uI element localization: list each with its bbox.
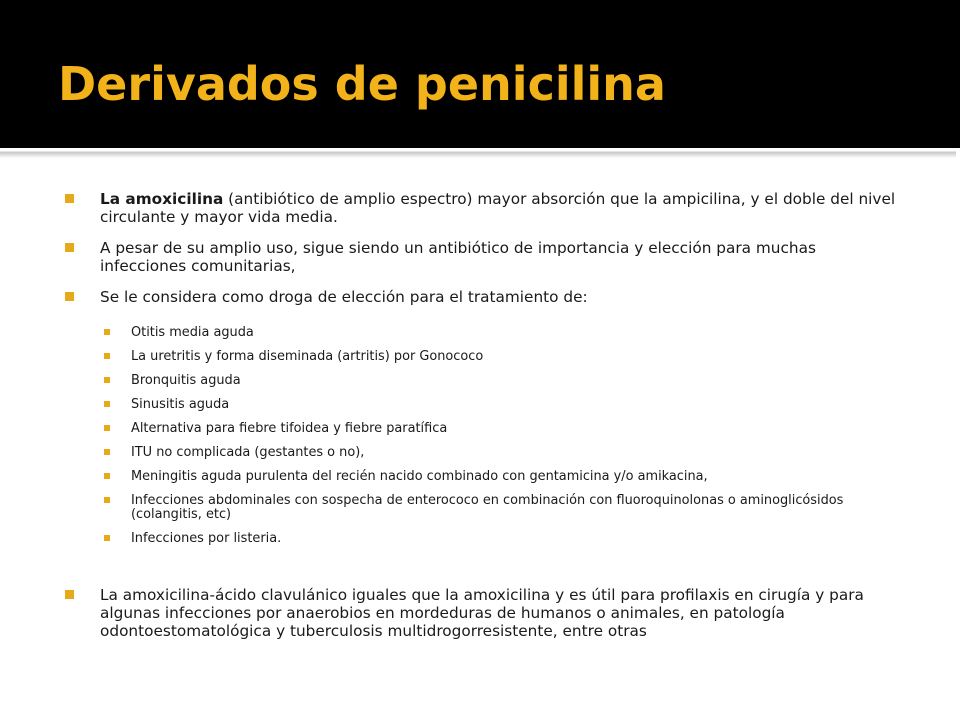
- square-bullet-icon: [65, 292, 74, 301]
- bullet-text: (antibiótico de amplio espectro) mayor absorción que la ampicilina, y el doble del nivel circulante y mayor vida media.: [100, 190, 896, 226]
- bullet-item: [62, 239, 898, 275]
- sub-bullet-item: [62, 374, 898, 388]
- sub-bullet-text: Meningitis aguda purulenta del recién nacido combinado con gentamicina y/o amikacina,: [131, 469, 708, 484]
- bullet-text: Se le considera como droga de elección para el tratamiento de:: [100, 288, 588, 306]
- square-bullet-icon: [104, 535, 110, 541]
- bullet-item: [62, 288, 898, 306]
- sub-bullet-text: Otitis media aguda: [131, 325, 254, 340]
- sub-bullet-text: La uretritis y forma diseminada (artritis) por Gonococo: [131, 349, 484, 364]
- bullet-text: La amoxicilina-ácido clavulánico iguales que la amoxicilina y es útil para profilaxis en cirugía y para algunas infecciones por anaerobios en mordeduras de humanos o animales, en patología odontoestomatológica y tuberculosis multidrogorresistente, entre otras: [100, 586, 864, 640]
- square-bullet-icon: [104, 425, 110, 431]
- sub-bullet-item: [62, 446, 898, 460]
- sub-bullet-item: [62, 532, 898, 546]
- bullet-item: [62, 586, 898, 640]
- square-bullet-icon: [65, 590, 74, 599]
- slide-content: [62, 190, 898, 653]
- sub-bullet-item: [62, 350, 898, 364]
- sub-bullet-item: [62, 494, 898, 522]
- title-bar: [0, 0, 960, 148]
- sub-bullet-text: Sinusitis aguda: [131, 397, 230, 412]
- square-bullet-icon: [65, 194, 74, 203]
- sub-bullet-text: Infecciones abdominales con sospecha de enterococo en combinación con fluoroquinolonas o aminoglicósidos (colangitis, etc): [131, 493, 844, 522]
- sub-bullet-item: [62, 470, 898, 484]
- slide-title: Derivados de penicilina: [58, 57, 666, 111]
- sub-bullet-item: [62, 326, 898, 340]
- square-bullet-icon: [104, 449, 110, 455]
- square-bullet-icon: [65, 243, 74, 252]
- sub-bullet-text: Alternativa para fiebre tifoidea y fiebre paratífica: [131, 421, 448, 436]
- sub-bullet-item: [62, 422, 898, 436]
- title-divider: [0, 148, 960, 158]
- title-divider-cap: [956, 151, 960, 158]
- square-bullet-icon: [104, 473, 110, 479]
- sub-bullet-list: [62, 326, 898, 546]
- square-bullet-icon: [104, 497, 110, 503]
- sub-bullet-text: Bronquitis aguda: [131, 373, 241, 388]
- sub-bullet-item: [62, 398, 898, 412]
- sub-bullet-text: Infecciones por listeria.: [131, 531, 282, 546]
- sub-bullet-text: ITU no complicada (gestantes o no),: [131, 445, 365, 460]
- square-bullet-icon: [104, 377, 110, 383]
- square-bullet-icon: [104, 329, 110, 335]
- bullet-text: A pesar de su amplio uso, sigue siendo un antibiótico de importancia y elección para muchas infecciones comunitarias,: [100, 239, 816, 275]
- bullet-bold-text: La amoxicilina: [100, 190, 224, 208]
- bullet-item: [62, 190, 898, 226]
- square-bullet-icon: [104, 353, 110, 359]
- square-bullet-icon: [104, 401, 110, 407]
